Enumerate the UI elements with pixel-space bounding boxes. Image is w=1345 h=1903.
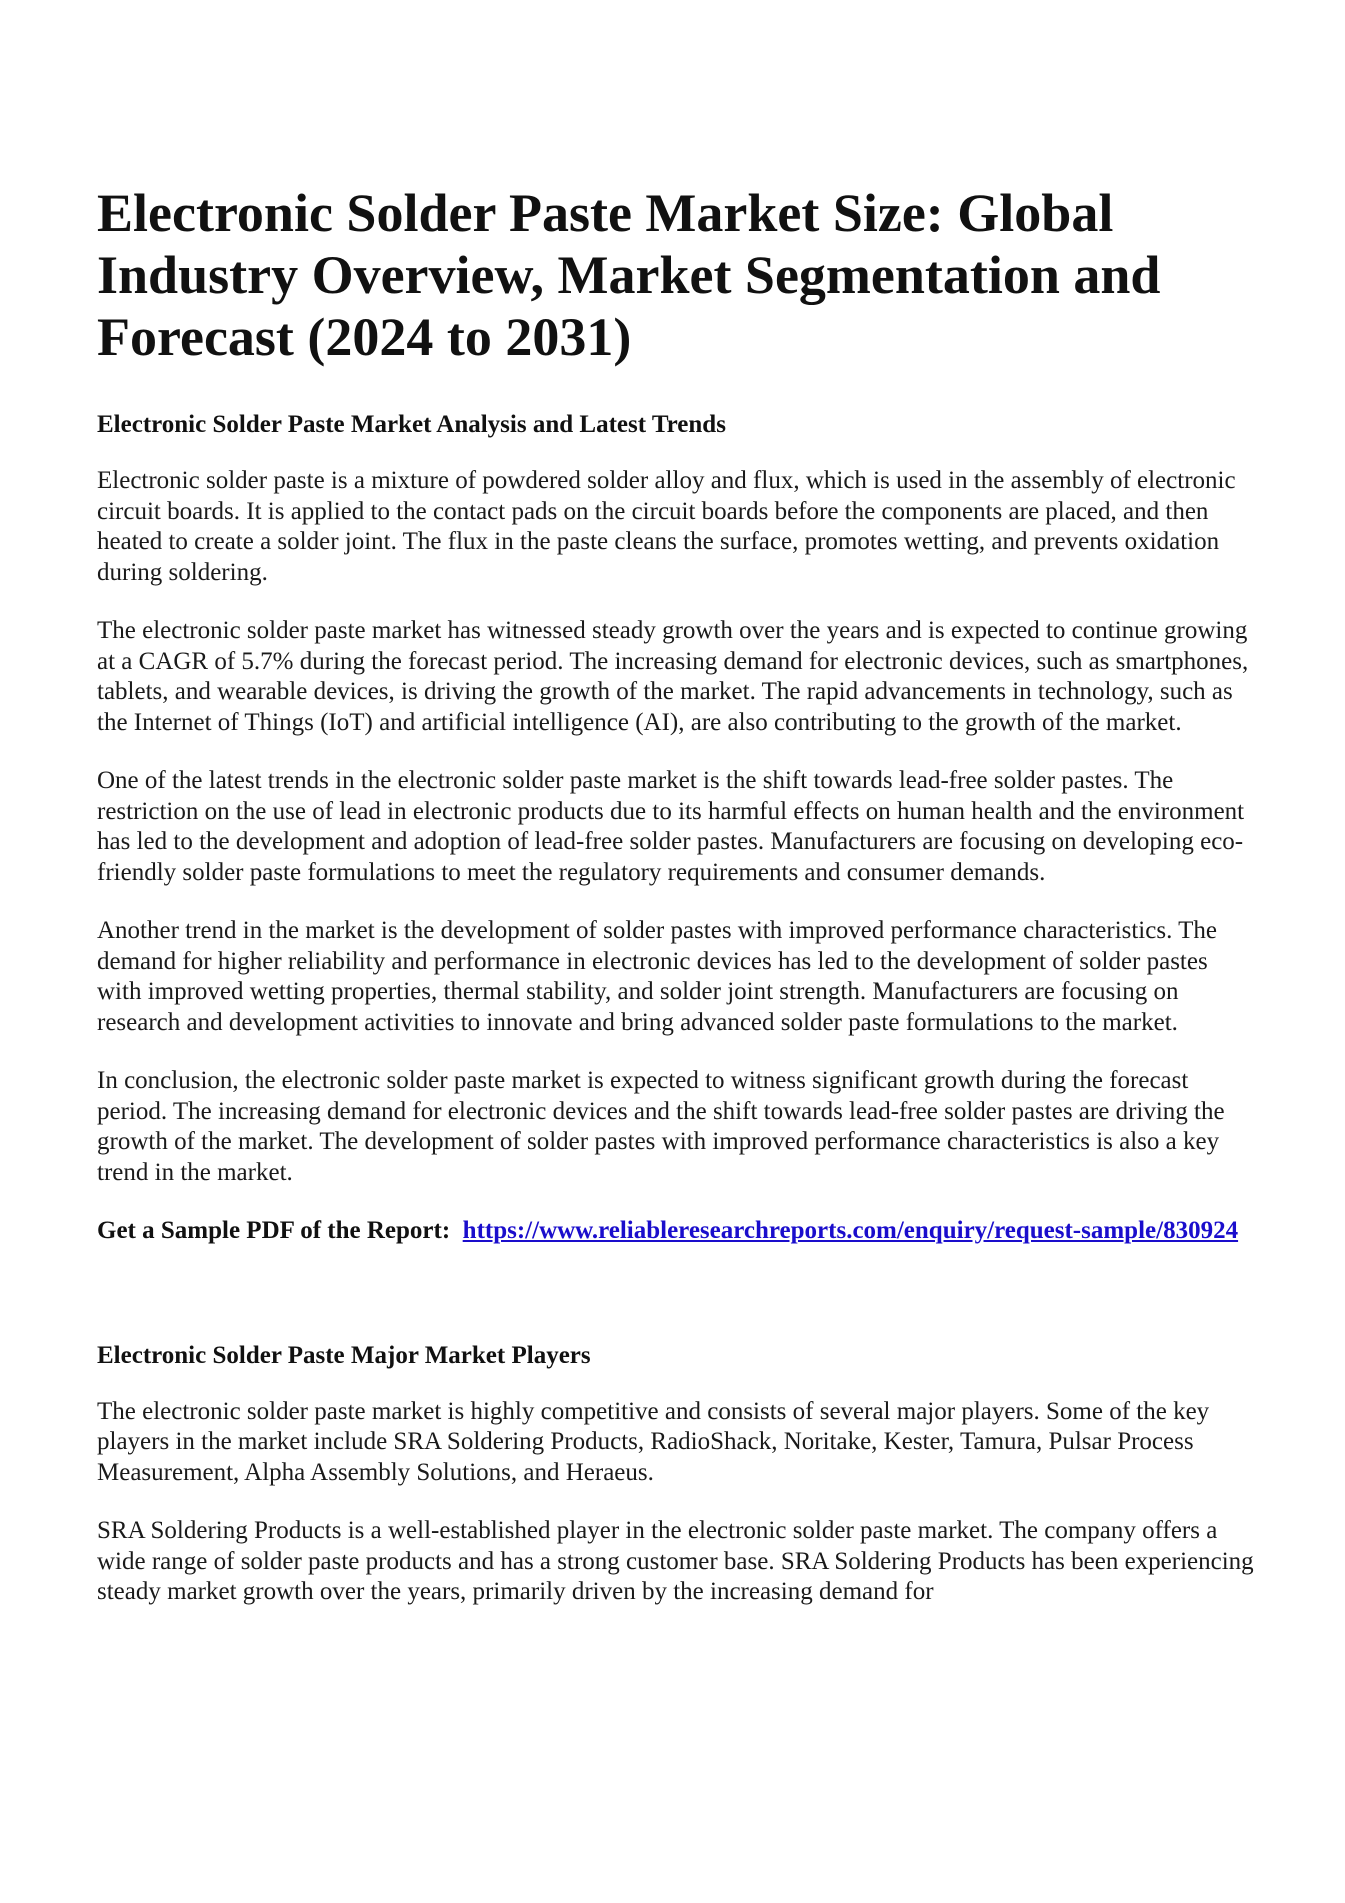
sample-pdf-label: Get a Sample PDF of the Report: [97, 1217, 451, 1244]
analysis-paragraph-5: In conclusion, the electronic solder paste market is expected to witness significant growth during the forecast period. The increasing demand for electronic devices and the shift towards lead-free solder pastes are driving the growth of the market. The development of solder pastes with improved performance characteristics is also a key trend in the market. [97, 1067, 1225, 1186]
analysis-paragraph-3: One of the latest trends in the electronic solder paste market is the shift towards lead-free solder pastes. The restriction on the use of lead in electronic products due to its harmful effects on human health and the environment has led to the development and adoption of lead-free solder pastes. Manufacturers are focusing on developing eco-friendly solder paste formulations to meet the regulatory requirements and consumer demands. [97, 767, 1245, 886]
sample-pdf-line [97, 1216, 1257, 1247]
players-paragraph-1: The electronic solder paste market is highly competitive and consists of several major players. Some of the key players in the market include SRA Soldering Products, RadioShack, Noritake, Kester, Tamura, Pulsar Process Measurement, Alpha Assembly Solutions, and Heraeus. [97, 1397, 1210, 1486]
sample-pdf-link[interactable]: https://www.reliableresearchreports.com/enquiry/request-sample/830924 [462, 1217, 1239, 1244]
players-heading: Electronic Solder Paste Major Market Players [97, 1341, 591, 1369]
analysis-heading: Electronic Solder Paste Market Analysis and Latest Trends [97, 411, 726, 438]
players-paragraph-2: SRA Soldering Products is a well-established player in the electronic solder paste market. The company offers a wide range of solder paste products and has a strong customer base. SRA Soldering Products has been experiencing steady market growth over the years, primarily driven by the increasing demand for [97, 1517, 1254, 1605]
document-page [97, 182, 1257, 1636]
analysis-paragraph-4: Another trend in the market is the development of solder pastes with improved performance characteristics. The demand for higher reliability and performance in electronic devices has led to the development of solder pastes with improved wetting properties, thermal stability, and solder joint strength. Manufacturers are focusing on research and development activities to innovate and bring advanced solder paste formulations to the market. [97, 917, 1217, 1036]
analysis-paragraph-2: The electronic solder paste market has witnessed steady growth over the years and is expected to continue growing at a CAGR of 5.7% during the forecast period. The increasing demand for electronic devices, such as smartphones, tablets, and wearable devices, is driving the growth of the market. The rapid advancements in technology, such as the Internet of Things (IoT) and artificial intelligence (AI), are also contributing to the growth of the market. [97, 617, 1249, 736]
analysis-paragraph-1: Electronic solder paste is a mixture of powdered solder alloy and flux, which is used in the assembly of electronic circuit boards. It is applied to the contact pads on the circuit boards before the components are placed, and then heated to create a solder joint. The flux in the paste cleans the surface, promotes wetting, and prevents oxidation during soldering. [97, 467, 1236, 586]
page-title: Electronic Solder Paste Market Size: Global Industry Overview, Market Segmentation and Forecast (2024 to 2031) [97, 183, 1161, 367]
